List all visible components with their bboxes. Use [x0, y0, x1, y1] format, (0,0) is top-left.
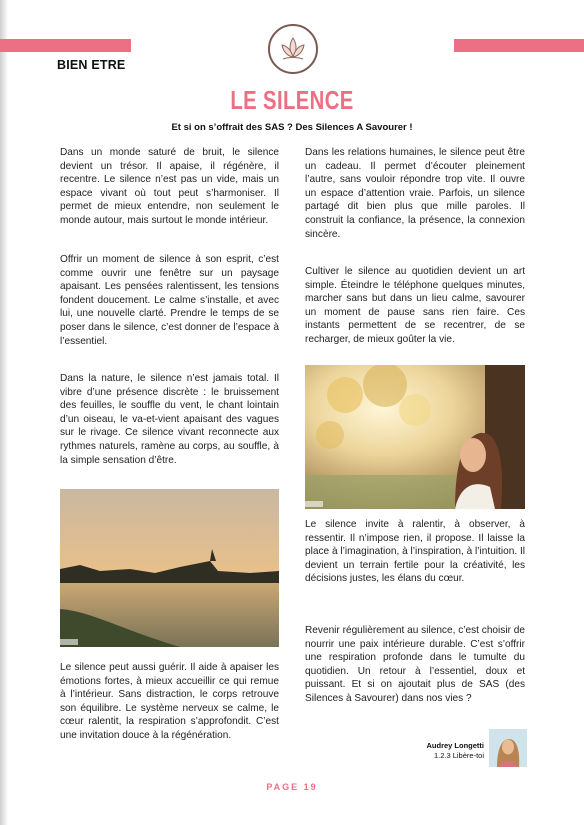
page-subtitle: Et si on s’offrait des SAS ? Des Silences A Savourer !	[171, 122, 413, 133]
author-name: Audrey Longetti	[426, 741, 484, 750]
paragraph-text: Dans les relations humaines, le silence peut être un cadeau. Il permet d’écouter pleinement l’autre, sans vouloir répondre trop vite. Il ouvre un espace d’attention vraie. Parfois, un silence partagé dit bien plus que mille paroles. Il construit la confiance, la présence, la connexion sincère.	[305, 147, 525, 240]
left-paragraph-4	[60, 661, 279, 743]
lotus-logo-icon	[268, 24, 318, 74]
right-paragraph-1	[305, 146, 525, 241]
right-paragraph-3	[305, 518, 525, 586]
paragraph-text: Le silence peut aussi guérir. Il aide à apaiser les émotions fortes, à mieux accueillir ce qui remue à l’intérieur. Sans distraction, le corps retrouve son équilibre. Le système nerveux se calme, le cœur ralentit, la respiration s’approfondit. C’est une invitation douce à la régénération.	[60, 662, 279, 741]
page-title: LE SILENCE	[230, 85, 354, 115]
woman-sunlight-photo	[305, 365, 525, 509]
author-avatar	[489, 729, 527, 767]
page-number: PAGE 19	[266, 782, 318, 792]
right-paragraph-4	[305, 624, 525, 706]
author-credit	[380, 741, 484, 761]
header-accent-bar-right	[454, 39, 584, 52]
paragraph-text: Dans un monde saturé de bruit, le silence devient un trésor. Il apaise, il régénère, il recentre. Le silence n’est pas un vide, mais un espace vivant où tout peut s’harmoniser. Il permet de mieux entendre, non seulement le monde autour, mais surtout le monde intérieur.	[60, 147, 279, 226]
paragraph-text: Dans la nature, le silence n’est jamais total. Il vibre d’une présence discrète : le bruissement des feuilles, le souffle du vent, le chant lointain d’un oiseau, le va-et-vient apaisant des vagues sur le rivage. Ce silence vivant reconnecte aux rythmes naturels, ramène au corps, au souffle, à la simple sensation d’être.	[60, 373, 279, 466]
paragraph-text: Revenir régulièrement au silence, c’est choisir de nourrir une paix intérieure durable. C’est s’offrir une respiration profonde dans le tumulte du quotidien. Un retour à l’essentiel, doux et puissant. Et si on ajoutait plus de SAS (des Silences à Savourer) dans nos vies ?	[305, 625, 525, 704]
left-paragraph-3	[60, 372, 279, 467]
right-paragraph-2	[305, 265, 525, 347]
left-paragraph-2	[60, 253, 279, 348]
left-paragraph-1	[60, 146, 279, 228]
header-accent-bar-left	[0, 39, 131, 52]
section-label: BIEN ETRE	[57, 58, 126, 72]
paragraph-text: Offrir un moment de silence à son esprit, c’est comme ouvrir une fenêtre sur un paysage apaisant. Les pensées ralentissent, les tensions fondent doucement. Le calme s’installe, et avec lui, une nouvelle clarté. Prendre le temps de se poser dans le silence, c’est donner de l’espace à l’essentiel.	[60, 254, 279, 347]
author-tagline: 1.2.3 Libère-toi	[433, 751, 484, 760]
paragraph-text: Cultiver le silence au quotidien devient un art simple. Éteindre le téléphone quelques minutes, marcher sans but dans un lieu calme, savourer un moment de pause sans rien faire. Ces instants permettent de se recentrer, de se recharger, de mieux goûter la vie.	[305, 266, 525, 345]
sunset-lake-photo	[60, 489, 279, 647]
paragraph-text: Le silence invite à ralentir, à observer, à ressentir. Il n’impose rien, il propose. Il laisse la place à l’imagination, à l’inspiration, à l’intuition. Il devient un terrain fertile pour la créativité, les décisions justes, les élans du cœur.	[305, 519, 525, 585]
